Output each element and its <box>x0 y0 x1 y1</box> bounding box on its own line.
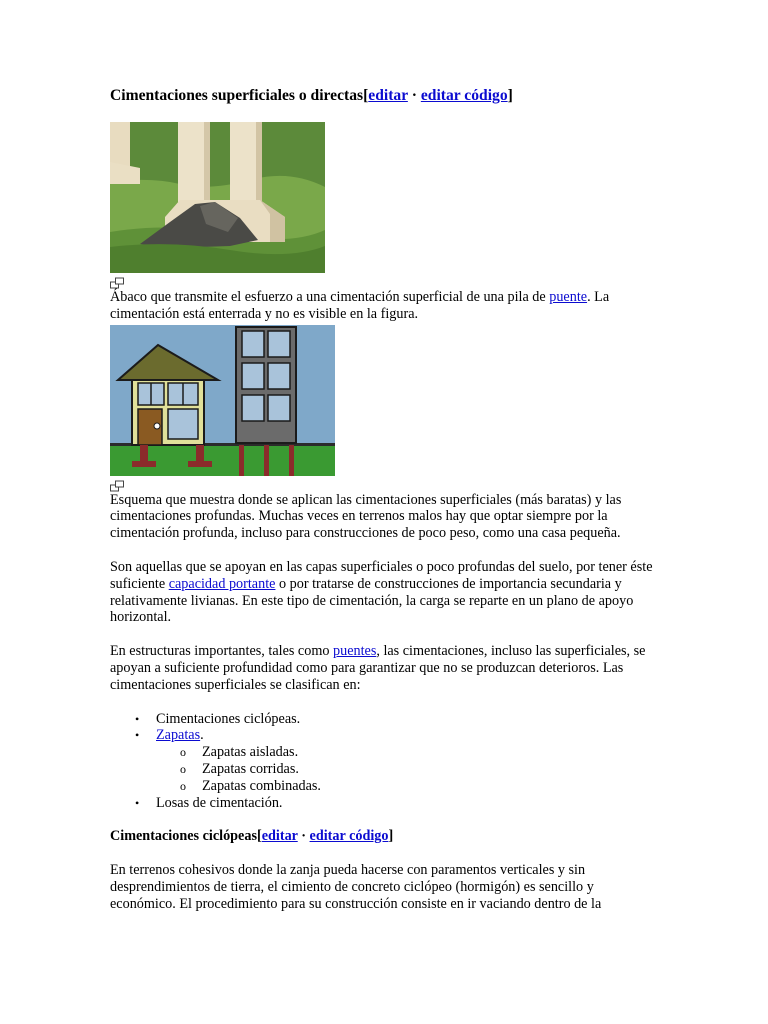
edit-link[interactable]: editar <box>368 87 408 104</box>
bridge-pier-photo <box>110 122 325 273</box>
paragraph-text: o por tratarse de construcciones de importancia secundaria y relativamente livianas. En este tipo de cimentación, la carga se reparte en un plano de apoyo horizontal. <box>110 575 634 626</box>
section-title: Cimentaciones ciclópeas <box>110 828 257 845</box>
zapatas-link[interactable]: Zapatas <box>156 727 201 744</box>
paragraph-text: En estructuras importantes, tales como <box>110 643 333 660</box>
bracket-close: ] <box>388 828 394 845</box>
section-heading-ciclopeas <box>110 828 655 845</box>
article-content <box>110 86 655 913</box>
figure-caption <box>110 289 655 323</box>
sub-list-item: o Zapatas corridas. <box>202 761 655 778</box>
puentes-link[interactable]: puentes <box>333 643 377 660</box>
section-heading-superficiales <box>110 86 655 106</box>
paragraph-text: Son aquellas que se apoyan en las capas superficiales o poco profundas del suelo, por tener éste suficiente <box>110 558 653 592</box>
list-item-text: . <box>200 727 204 744</box>
paragraph-text: , las cimentaciones, incluso las superficiales, se apoyan a suficiente profundidad como para garantizar que no se produzcan deterioros. Las cimentaciones superficiales se clasifican en: <box>110 643 646 693</box>
figure-caption: Esquema que muestra donde se aplican las cimentaciones superficiales (más baratas) y las cimentaciones profundas. Muchas veces en terrenos malos hay que optar siempre por la cimentación profunda, incluso para construcciones de poco peso, como una casa pequeña. <box>110 491 622 542</box>
separator: · <box>297 828 310 845</box>
sub-list-item: o Zapatas aisladas. <box>202 744 655 761</box>
sub-list <box>156 744 655 794</box>
separator: · <box>407 87 421 104</box>
section-title: Cimentaciones superficiales o directas <box>110 87 364 104</box>
paragraph <box>110 559 655 626</box>
capacidad-portante-link[interactable]: capacidad portante <box>168 575 276 592</box>
bracket-open: [ <box>363 87 369 104</box>
list-item: • Cimentaciones ciclópeas. <box>156 711 655 728</box>
edit-link[interactable]: editar <box>261 828 298 845</box>
magnify-icon[interactable] <box>110 480 124 492</box>
caption-text: Ábaco que transmite el esfuerzo a una cimentación superficial de una pila de <box>110 289 550 305</box>
bracket-close: ] <box>507 87 513 104</box>
edit-code-link[interactable]: editar código <box>309 828 389 845</box>
sub-list-item: o Zapatas combinadas. <box>202 778 655 795</box>
paragraph: En terrenos cohesivos donde la zanja pueda hacerse con paramentos verticales y sin desprendimientos de tierra, el cimiento de concreto ciclópeo (hormigón) es sencillo y económico. El procedimiento para su construcción consiste en ir vaciando dentro de la <box>110 862 602 912</box>
magnify-icon[interactable] <box>110 277 124 289</box>
list-item <box>156 727 655 794</box>
foundation-diagram <box>110 325 335 476</box>
classification-list <box>110 711 655 812</box>
puente-link[interactable]: puente <box>549 289 588 305</box>
caption-text: . La cimentación está enterrada y no es visible en la figura. <box>110 289 610 322</box>
bracket-open: [ <box>256 828 262 845</box>
list-item: • Losas de cimentación. <box>156 795 655 812</box>
paragraph <box>110 643 655 693</box>
edit-code-link[interactable]: editar código <box>420 87 508 104</box>
